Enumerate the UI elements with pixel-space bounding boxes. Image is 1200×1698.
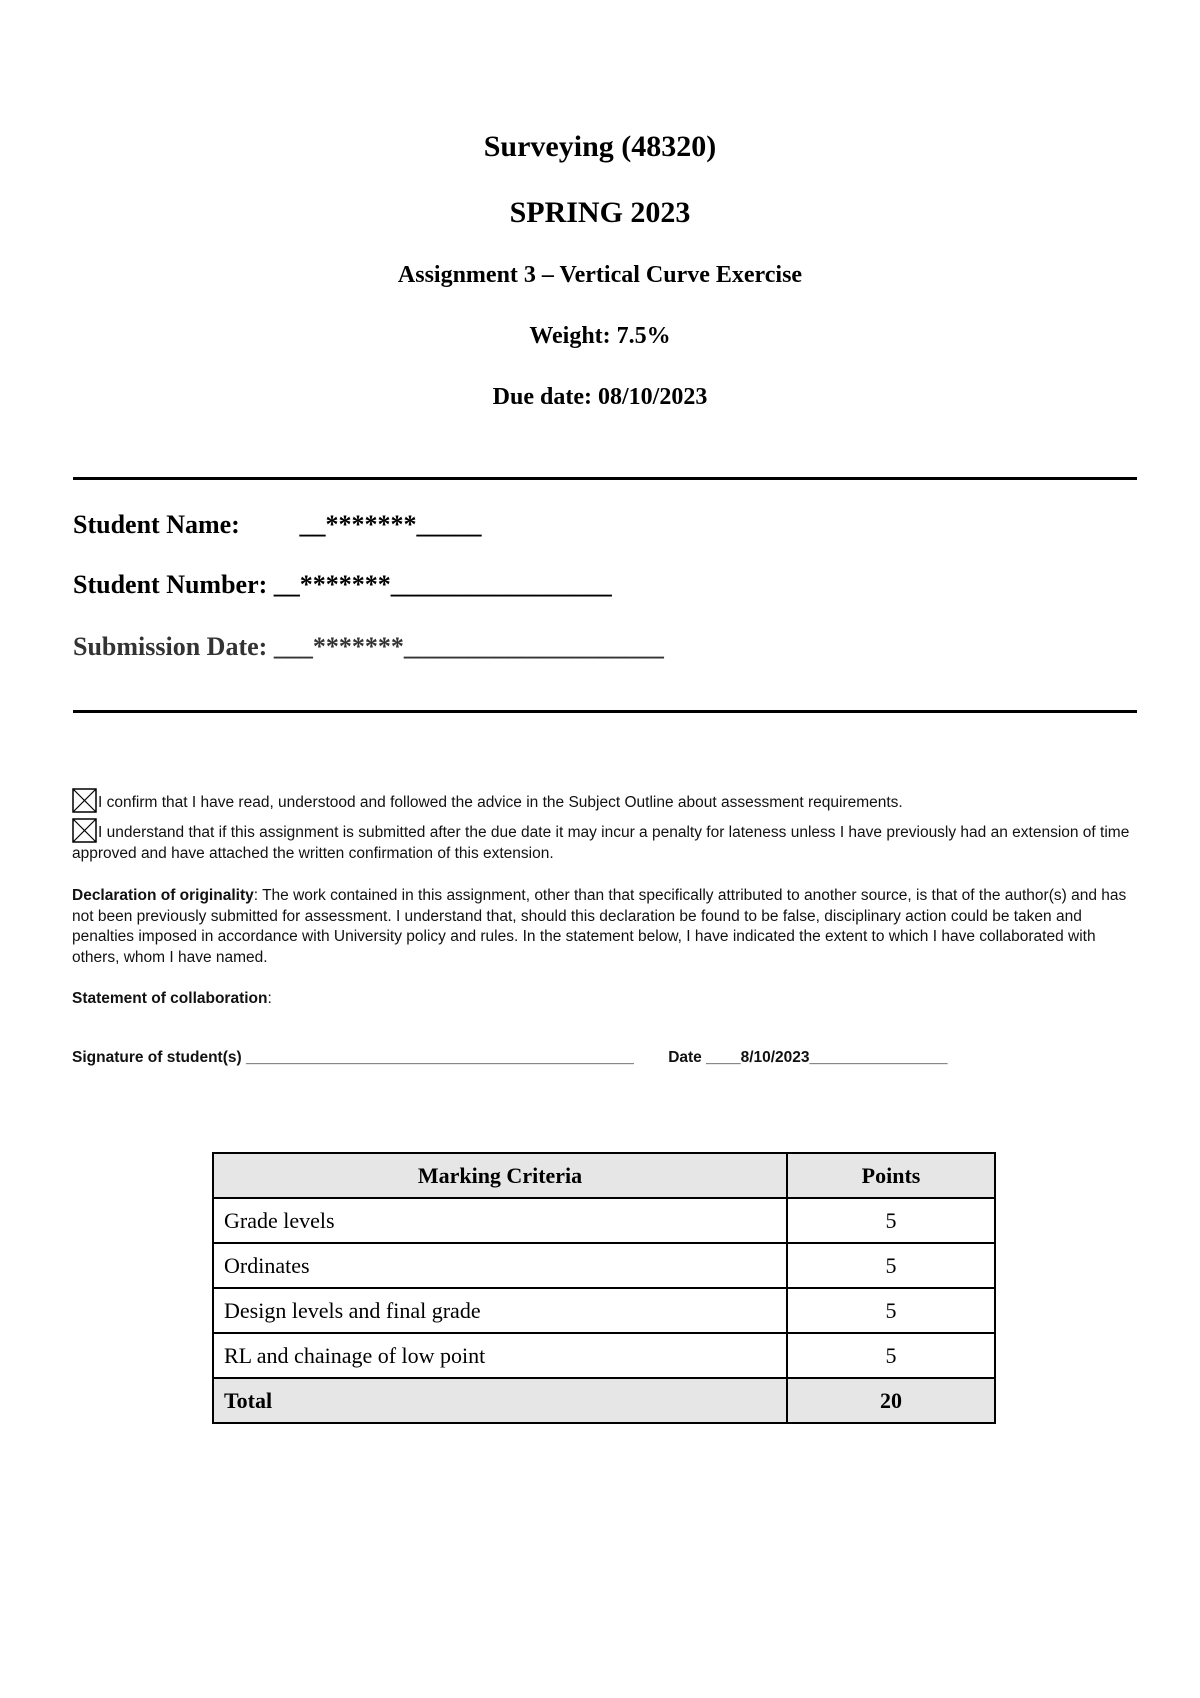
points-column-header: Points	[787, 1153, 995, 1198]
table-row	[213, 1288, 995, 1333]
bottom-divider	[73, 710, 1137, 713]
checked-box-icon[interactable]	[72, 788, 97, 813]
student-name-label: Student Name:	[73, 510, 240, 539]
table-row	[213, 1198, 995, 1243]
criterion-cell: Ordinates	[213, 1243, 787, 1288]
table-row	[213, 1243, 995, 1288]
criterion-cell: Design levels and final grade	[213, 1288, 787, 1333]
due-date-text: Due date: 08/10/2023	[492, 384, 708, 410]
weight-text: Weight: 7.5%	[529, 323, 671, 349]
submission-date-label: Submission Date:	[73, 632, 268, 661]
confirmation-item	[72, 818, 1142, 864]
points-cell: 5	[787, 1198, 995, 1243]
criterion-cell: RL and chainage of low point	[213, 1333, 787, 1378]
student-name-row	[73, 510, 482, 540]
statement-colon: :	[267, 990, 272, 1007]
submission-date-row	[73, 632, 664, 662]
points-cell: 5	[787, 1333, 995, 1378]
statement-label: Statement of collaboration	[72, 990, 268, 1007]
declaration-heading: Declaration of originality	[72, 887, 254, 904]
marking-criteria-table	[212, 1152, 996, 1424]
table-row	[213, 1333, 995, 1378]
signature-date-field[interactable]: Date ____8/10/2023________________	[668, 1049, 948, 1066]
semester-title: SPRING 2023	[509, 196, 691, 229]
table-header-row	[213, 1153, 995, 1198]
criteria-column-header: Marking Criteria	[213, 1153, 787, 1198]
table-total-row	[213, 1378, 995, 1423]
confirmation-text: I confirm that I have read, understood and followed the advice in the Subject Outline about assessment requirements.	[98, 794, 903, 811]
total-label-cell: Total	[213, 1378, 787, 1423]
signature-row	[72, 1049, 947, 1067]
assignment-title: Assignment 3 – Vertical Curve Exercise	[397, 262, 803, 288]
student-number-label: Student Number:	[73, 570, 268, 599]
criterion-cell: Grade levels	[213, 1198, 787, 1243]
confirmation-item	[72, 788, 1142, 813]
student-number-value[interactable]: __*******_________________	[273, 570, 612, 599]
declaration-paragraph	[72, 886, 1147, 968]
checked-box-icon[interactable]	[72, 818, 97, 843]
points-cell: 5	[787, 1288, 995, 1333]
signature-field[interactable]: Signature of student(s) _____________________________________________	[72, 1049, 634, 1066]
declaration-text: : The work contained in this assignment, other than that specifically attributed to another source, is that of the author(s) and has not been previously submitted for assessment. I understand that, should this declaration be found to be false, disciplinary action could be taken and penalties imposed in accordance with University policy and rules. In the statement below, I have indicated the extent to which I have collaborated with others, whom I have named.	[72, 887, 1127, 966]
course-title: Surveying (48320)	[483, 130, 717, 163]
points-cell: 5	[787, 1243, 995, 1288]
top-divider	[73, 477, 1137, 480]
submission-date-value[interactable]: ___*******____________________	[273, 632, 664, 661]
total-points-cell: 20	[787, 1378, 995, 1423]
student-name-value[interactable]: __*******_____	[299, 510, 482, 539]
confirmation-text: I understand that if this assignment is submitted after the due date it may incur a penalty for lateness unless I have previously had an extension of time approved and have attached the written confirmation of this extension.	[72, 824, 1130, 862]
student-number-row	[73, 570, 612, 600]
statement-of-collaboration	[72, 990, 272, 1008]
